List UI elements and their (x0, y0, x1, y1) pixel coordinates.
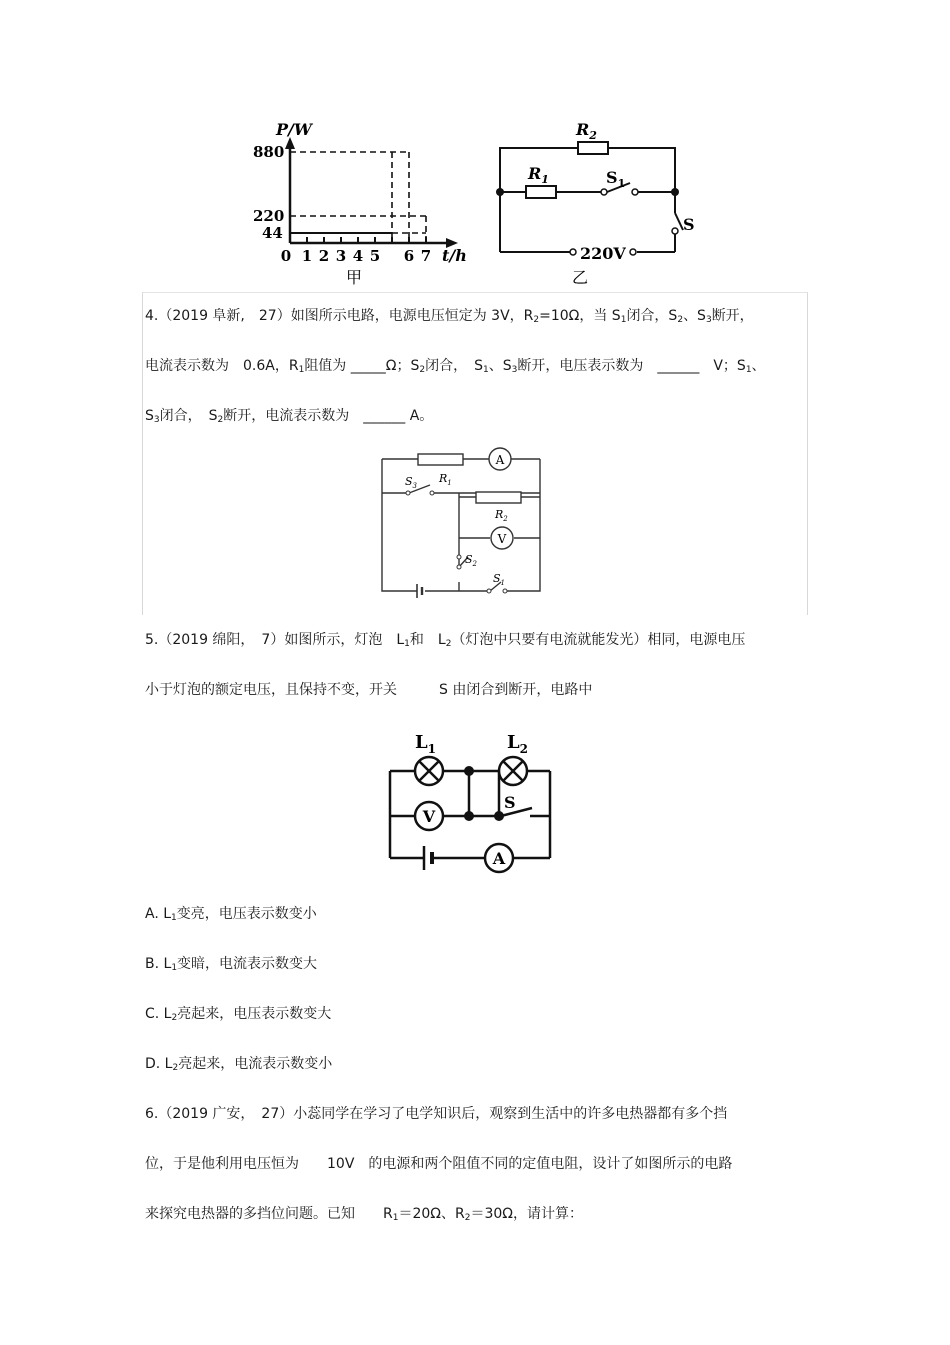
q5-l2-sub: 2 (519, 742, 529, 756)
q4-circuit (375, 445, 550, 610)
option-text: B. L (145, 956, 172, 972)
q4-line-1 (145, 306, 754, 330)
s1-sub: 1 (617, 177, 626, 190)
r2-resistor (578, 142, 608, 154)
svg-text:S2 (465, 553, 478, 568)
option-text: A. L (145, 906, 172, 922)
svg-text:R1 (438, 472, 452, 487)
q6-text: ＝30Ω，请计算： (470, 1206, 583, 1222)
q6-line-1: 6.（2019 广安， 27）小蕊同学在学习了电学知识后，观察到生活中的许多电热器都有多个挡 (145, 1106, 728, 1122)
q5-sub: 2 (445, 639, 452, 649)
q6-sub: 2 (464, 1213, 471, 1223)
svg-text:S1 (493, 572, 505, 587)
q4-r1-label: R (439, 472, 448, 485)
q5-text: 和 L (409, 632, 446, 648)
y-axis-label: P/W (276, 120, 312, 139)
q4-r2-sub: 2 (503, 515, 508, 523)
option-sub: 1 (171, 913, 177, 923)
q4-text: 断开，电流表示数为 ______ A。 (223, 408, 434, 424)
q4-s3-label: S (405, 475, 413, 488)
source-label: 220V (580, 244, 626, 263)
x-tick-2: 2 (318, 247, 330, 265)
q4-sub: 3 (511, 365, 518, 375)
q5-text: 5.（2019 绵阳， 7）如图所示，灯泡 L (145, 632, 405, 648)
q4-r1-resistor (418, 454, 463, 465)
power-time-graph (250, 115, 480, 290)
svg-text:L1 (415, 732, 436, 756)
q4-text: 阻值为 _____Ω；S (304, 358, 420, 374)
q5-ammeter-symbol: A (492, 849, 506, 868)
q5-l1-sub: 1 (427, 742, 437, 756)
q6-sub: 1 (392, 1213, 399, 1223)
q4-text: S (145, 408, 154, 424)
option-sub: 2 (172, 1063, 179, 1073)
option-text: 变亮，电压表示数变小 (176, 906, 317, 922)
q4-sub: 1 (745, 365, 752, 375)
graph-caption: 甲 (345, 268, 363, 287)
option-sub: 2 (171, 1013, 178, 1023)
q4-line-2 (145, 356, 766, 380)
q4-line-3 (145, 406, 433, 430)
q4-s1-label: S (493, 572, 501, 585)
option-text: 亮起来，电流表示数变小 (178, 1056, 333, 1072)
x-tick-7: 7 (420, 247, 432, 265)
s1-label: S (606, 168, 618, 187)
q5-l1-label: L (415, 732, 428, 753)
q4-sub: 1 (298, 365, 305, 375)
q4-sub: 2 (217, 415, 224, 425)
q5-option-a (145, 904, 317, 928)
y-tick-220: 220 (253, 207, 285, 225)
option-text: C. L (145, 1006, 172, 1022)
q4-text: 、S (683, 308, 706, 324)
svg-text:R2 (575, 120, 597, 142)
q4-s2-sub: 2 (472, 560, 478, 568)
option-text: 亮起来，电压表示数变大 (177, 1006, 332, 1022)
q5-circuit (382, 726, 557, 876)
q4-text: 断开， (711, 308, 754, 324)
svg-text:S3 (405, 475, 418, 490)
q4-sub: 3 (705, 315, 712, 325)
q4-text: =10Ω，当 S (539, 308, 621, 324)
q4-text: 闭合，S (626, 308, 678, 324)
q4-s2-label: S (465, 553, 473, 566)
q5-text: （灯泡中只要有电流就能发光）相同，电源电压 (451, 632, 746, 648)
r2-sub: 2 (589, 129, 597, 142)
q6-text: ＝20Ω、R (398, 1206, 465, 1222)
y-tick-880: 880 (253, 143, 285, 161)
option-text: 变暗，电流表示数变大 (177, 956, 318, 972)
q4-text: 闭合， S (159, 408, 218, 424)
q4-text: 3V，R (491, 308, 534, 324)
r1-label: R (528, 164, 542, 183)
x-tick-4: 4 (352, 247, 364, 265)
q6-line-3 (145, 1204, 583, 1228)
x-tick-6: 6 (403, 247, 415, 265)
q4-sub: 3 (153, 415, 160, 425)
r1-resistor (526, 186, 556, 198)
q4-r2-label: R (495, 508, 504, 521)
q6-line-2: 位，于是他利用电压恒为 10V 的电源和两个阻值不同的定值电阻，设计了如图所示的电路 (145, 1156, 733, 1172)
q4-text: 、 (751, 358, 766, 374)
q4-sub: 1 (482, 365, 489, 375)
r1-sub: 1 (541, 173, 549, 186)
svg-text:R2 (494, 508, 508, 523)
q6-text: 来探究电热器的多挡位问题。已知 R (145, 1206, 393, 1222)
q4-text: 电流表示数为 0.6A，R (145, 358, 299, 374)
x-tick-3: 3 (335, 247, 347, 265)
q4-s1-sub: 1 (500, 579, 506, 587)
q5-l2-label: L (507, 732, 520, 753)
heater-circuit (490, 115, 720, 290)
x-tick-0: 0 (280, 247, 292, 265)
r2-label: R (576, 120, 590, 139)
s-label: S (683, 215, 695, 234)
x-tick-1: 1 (301, 247, 313, 265)
q4-text: 断开，电压表示数为 ______ V；S (517, 358, 746, 374)
q5-option-d (145, 1054, 332, 1078)
q5-sub: 1 (404, 639, 410, 649)
q5-voltmeter-symbol: V (422, 807, 436, 826)
q5-option-b (145, 954, 317, 978)
q4-r2-resistor (476, 492, 521, 503)
q4-ammeter-symbol: A (495, 453, 505, 467)
q5-line-1 (145, 630, 745, 654)
q5-line-2: 小于灯泡的额定电压，且保持不变，开关 S 由闭合到断开，电路中 (145, 682, 593, 698)
q4-sub: 2 (677, 315, 684, 325)
option-sub: 1 (171, 963, 178, 973)
svg-text:R1 (527, 164, 549, 186)
q4-sub: 1 (620, 315, 627, 325)
q4-text: 4.（2019 阜新, 27）如图所示电路，电源电压恒定为 (145, 308, 487, 324)
x-axis-label: t/h (442, 246, 467, 265)
x-tick-5: 5 (369, 247, 381, 265)
q4-sub: 2 (533, 315, 540, 325)
q4-r1-sub: 1 (447, 479, 452, 487)
y-tick-44: 44 (262, 224, 283, 242)
q4-s3-sub: 3 (412, 482, 418, 490)
svg-text:L2 (507, 732, 528, 756)
q4-text: 闭合， S (425, 358, 483, 374)
circuit-caption: 乙 (571, 268, 589, 287)
option-text: D. L (145, 1056, 173, 1072)
q5-switch-label: S (504, 793, 516, 812)
q4-sub: 2 (419, 365, 426, 375)
svg-text:S1 (606, 168, 625, 190)
q4-text: 、S (488, 358, 512, 374)
q4-voltmeter-symbol: V (497, 532, 507, 546)
q5-option-c (145, 1004, 331, 1028)
